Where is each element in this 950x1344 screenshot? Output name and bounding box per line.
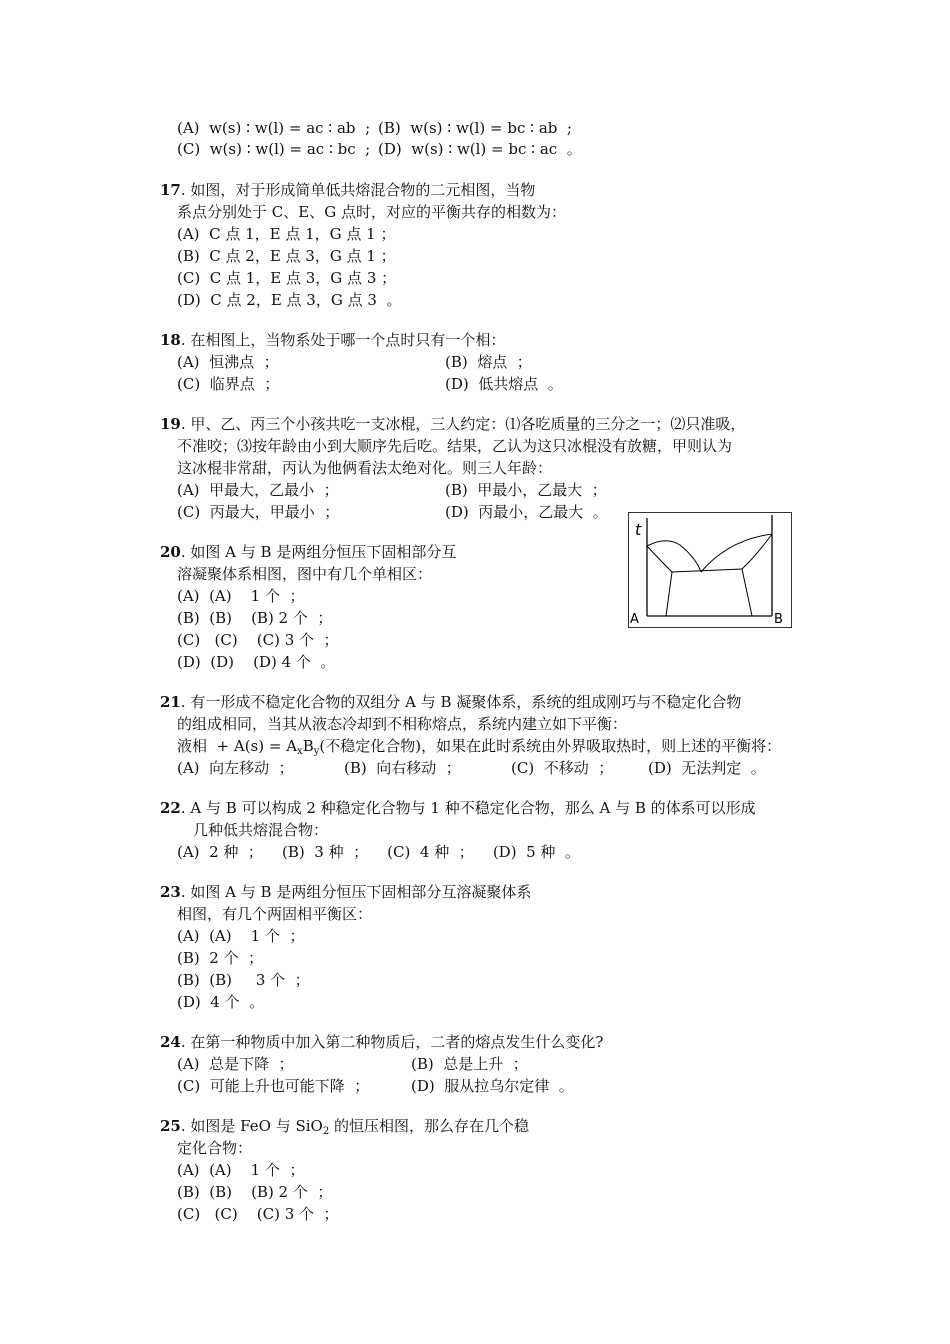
q17-option-a: (A) C 点 1，E 点 1，G 点 1 ； [177, 225, 396, 243]
q19-option-c: (C) 丙最大，甲最小 ； [177, 503, 340, 521]
q19-stem-line3: 这冰棍非常甜，丙认为他俩看法太绝对化。则三人年龄： [177, 459, 553, 477]
q17-option-d: (D) C 点 2，E 点 3，G 点 3 。 [177, 291, 402, 309]
q24-option-b: (B) 总是上升 ； [411, 1055, 528, 1073]
a-label: A [630, 612, 639, 627]
q23-stem-line1: 23. 如图 A 与 B 是两组分恒压下固相部分互溶凝聚体系 [160, 883, 532, 901]
q25-option-c: (C) (C) (C) 3 个 ； [177, 1205, 339, 1223]
q18-stem: 18. 在相图上，当物系处于哪一个点时只有一个相： [160, 331, 506, 349]
q16-option-c: (C) w(s) ∶ w(l) = ac ∶ bc ; [177, 140, 371, 158]
q19-stem-line2: 不准咬；⑶按年龄由小到大顺序先后吃。结果，乙认为这只冰棍没有放糖，甲则认为 [177, 437, 733, 455]
q18-option-c: (C) 临界点 ； [177, 375, 280, 393]
q18-option-b: (B) 熔点 ； [445, 353, 532, 371]
q22-stem-line2: 几种低共熔混合物： [193, 821, 329, 839]
q19-stem-line1: 19. 甲、乙、丙三个小孩共吃一支冰棍，三人约定：⑴各吃质量的三分之一；⑵只准吸， [160, 415, 746, 433]
q20-phase-diagram [628, 512, 792, 628]
q25-option-b: (B) (B) (B) 2 个 ； [177, 1183, 333, 1201]
q20-stem-line2: 溶凝聚体系相图，图中有几个单相区： [177, 565, 433, 583]
q21-option-a: (A) 向左移动 ； [177, 759, 294, 777]
q21-option-c: (C) 不移动 ； [511, 759, 614, 777]
q19-option-a: (A) 甲最大，乙最小 ； [177, 481, 339, 499]
q20-option-d: (D) (D) (D) 4 个 。 [177, 653, 336, 671]
q19-option-d: (D) 丙最小，乙最大 。 [445, 503, 608, 521]
q20-option-c: (C) (C) (C) 3 个 ； [177, 631, 339, 649]
t-axis-label: t [635, 520, 642, 539]
q20-stem-line1: 20. 如图 A 与 B 是两组分恒压下固相部分互 [160, 543, 457, 561]
q25-stem-line1: 25. 如图是 FeO 与 SiO$_2$ 的恒压相图，那么存在几个稳 [160, 1117, 530, 1137]
q21-stem-line2: 的组成相同，当其从液态冷却到不相称熔点，系统内建立如下平衡： [177, 715, 628, 733]
q23-option-a: (A) (A) 1 个 ； [177, 927, 305, 945]
q24-stem: 24. 在第一种物质中加入第二种物质后，二者的熔点发生什么变化? [160, 1033, 604, 1051]
q17-stem-line1: 17. 如图，对于形成简单低共熔混合物的二元相图，当物 [160, 181, 536, 199]
q21-option-b: (B) 向右移动 ； [344, 759, 461, 777]
q25-option-a: (A) (A) 1 个 ； [177, 1161, 305, 1179]
q21-stem-line3: 液相 + $A(s) = A_xB_y$(不稳定化合物)，如果在此时系统由外界吸取热时，则上述的平衡将： [177, 737, 782, 757]
q24-option-c: (C) 可能上升也可能下降 ； [177, 1077, 370, 1095]
q22-stem-line1: 22. A 与 B 可以构成 2 种稳定化合物与 1 种不稳定化合物，那么 A 与 B 的体系可以形成 [160, 799, 756, 817]
q17-option-c: (C) C 点 1，E 点 3，G 点 3 ； [177, 269, 397, 287]
q21-stem-line1: 21. 有一形成不稳定化合物的双组分 A 与 B 凝聚体系，系统的组成刚巧与不稳定化合物 [160, 693, 742, 711]
q25-stem-line2: 定化合物： [177, 1139, 253, 1157]
q18-option-d: (D) 低共熔点 。 [445, 375, 563, 393]
q20-option-a: (A) (A) 1 个 ； [177, 587, 305, 605]
q16-option-a: (A) w(s) ∶ w(l) = ac ∶ ab ; [177, 119, 371, 137]
q24-option-a: (A) 总是下降 ； [177, 1055, 294, 1073]
q23-option-c: (B) (B) 3 个 ； [177, 971, 310, 989]
q17-option-b: (B) C 点 2，E 点 3，G 点 1 ； [177, 247, 396, 265]
q17-stem-line2: 系点分别处于 C、E、G 点时，对应的平衡共存的相数为： [177, 203, 566, 221]
q19-option-b: (B) 甲最小，乙最大 ； [445, 481, 607, 499]
q24-option-d: (D) 服从拉乌尔定律 。 [411, 1077, 574, 1095]
q23-option-d: (D) 4 个 。 [177, 993, 265, 1011]
b-label: B [774, 612, 783, 627]
q23-option-b: (B) 2 个 ； [177, 949, 264, 967]
q20-option-b: (B) (B) (B) 2 个 ； [177, 609, 333, 627]
q16-option-d: (D) w(s) ∶ w(l) = bc ∶ ac 。 [378, 140, 582, 158]
q21-option-d: (D) 无法判定 。 [648, 759, 766, 777]
q16-option-b: (B) w(s) ∶ w(l) = bc ∶ ab ; [378, 119, 572, 137]
q22-options: (A) 2 种 ； (B) 3 种 ； (C) 4 种 ； (D) 5 种 。 [177, 843, 580, 861]
q18-option-a: (A) 恒沸点 ； [177, 353, 279, 371]
q23-stem-line2: 相图，有几个两固相平衡区： [177, 905, 373, 923]
